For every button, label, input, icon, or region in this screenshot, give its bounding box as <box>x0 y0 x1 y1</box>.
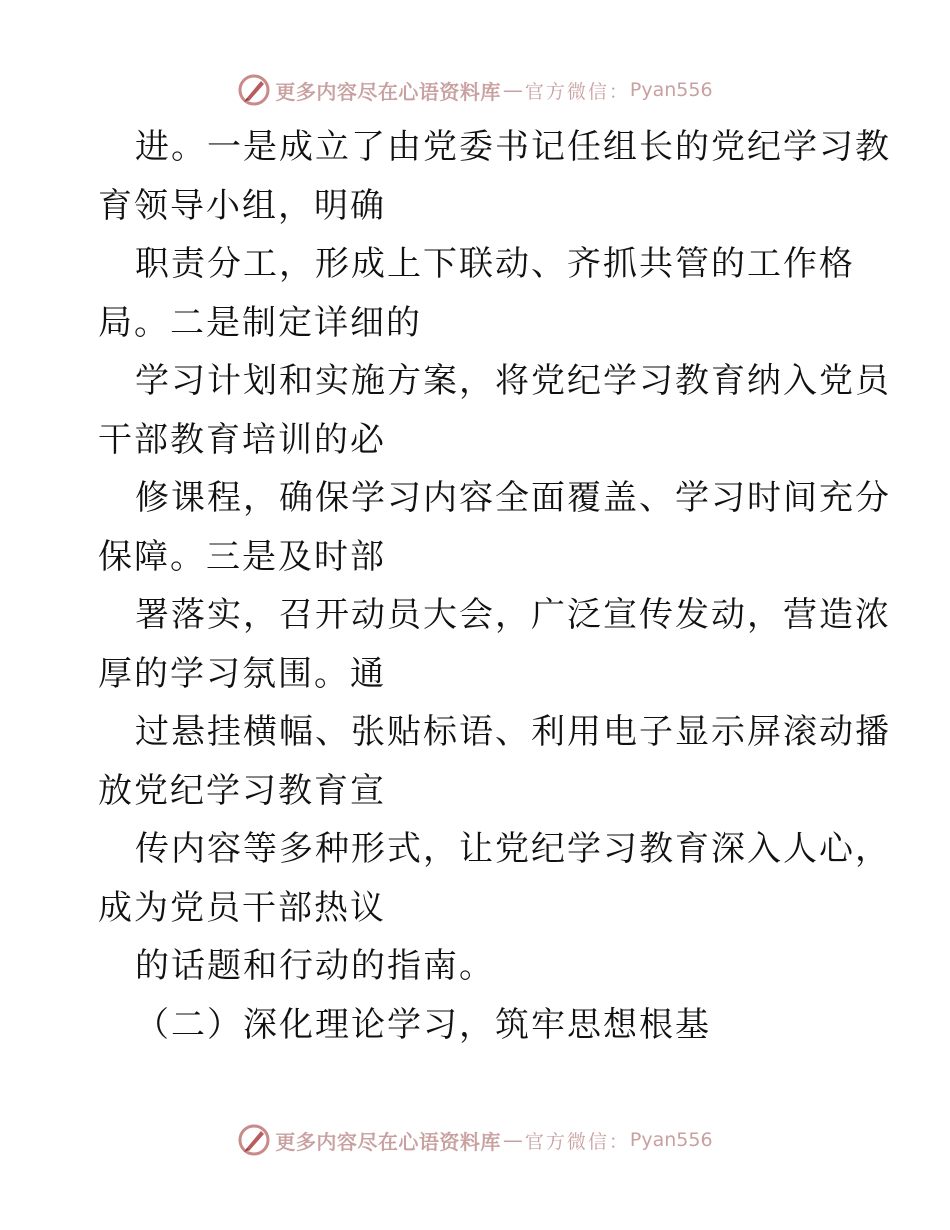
body-line: 成为党员干部热议 <box>98 887 386 928</box>
body-line: 修课程，确保学习内容全面覆盖、学习时间充分 <box>135 478 891 518</box>
document-body <box>98 118 898 1054</box>
section-heading: （二）深化理论学习，筑牢思想根基 <box>135 1004 711 1045</box>
body-line: 传内容等多种形式，让党纪学习教育深入人心， <box>135 829 891 869</box>
body-line: 署落实，召开动员大会，广泛宣传发动，营造浓 <box>135 595 891 635</box>
watermark-wechat-label: 官方微信： <box>524 1130 630 1153</box>
body-line: 干部教育培训的必 <box>98 419 386 460</box>
body-line: 过悬挂横幅、张贴标语、利用电子显示屏滚动播 <box>135 712 891 752</box>
quill-logo-icon <box>237 1123 271 1157</box>
body-line: 的话题和行动的指南。 <box>135 946 495 986</box>
header-watermark <box>0 72 950 108</box>
body-line: 放党纪学习教育宣 <box>98 770 386 811</box>
watermark-wechat-label: 官方微信： <box>524 80 630 103</box>
watermark-site-name: 更多内容尽在心语资料库 <box>275 79 501 104</box>
body-line: 厚的学习氛围。通 <box>98 653 386 694</box>
watermark-dash: — <box>502 78 523 102</box>
body-line: 职责分工，形成上下联动、齐抓共管的工作格 <box>135 244 855 284</box>
watermark-dash: — <box>502 1128 523 1152</box>
body-line: 进。一是成立了由党委书记任组长的党纪学习教 <box>135 127 891 167</box>
footer-watermark <box>0 1122 950 1158</box>
body-line: 学习计划和实施方案，将党纪学习教育纳入党员 <box>135 361 891 401</box>
watermark-wechat-id: Pyan556 <box>629 79 713 101</box>
quill-logo-icon <box>237 73 271 107</box>
body-line: 保障。三是及时部 <box>98 536 386 577</box>
watermark-site-name: 更多内容尽在心语资料库 <box>275 1129 501 1154</box>
body-line: 局。二是制定详细的 <box>98 302 422 343</box>
watermark-wechat-id: Pyan556 <box>629 1129 713 1151</box>
body-line: 育领导小组，明确 <box>98 185 386 226</box>
